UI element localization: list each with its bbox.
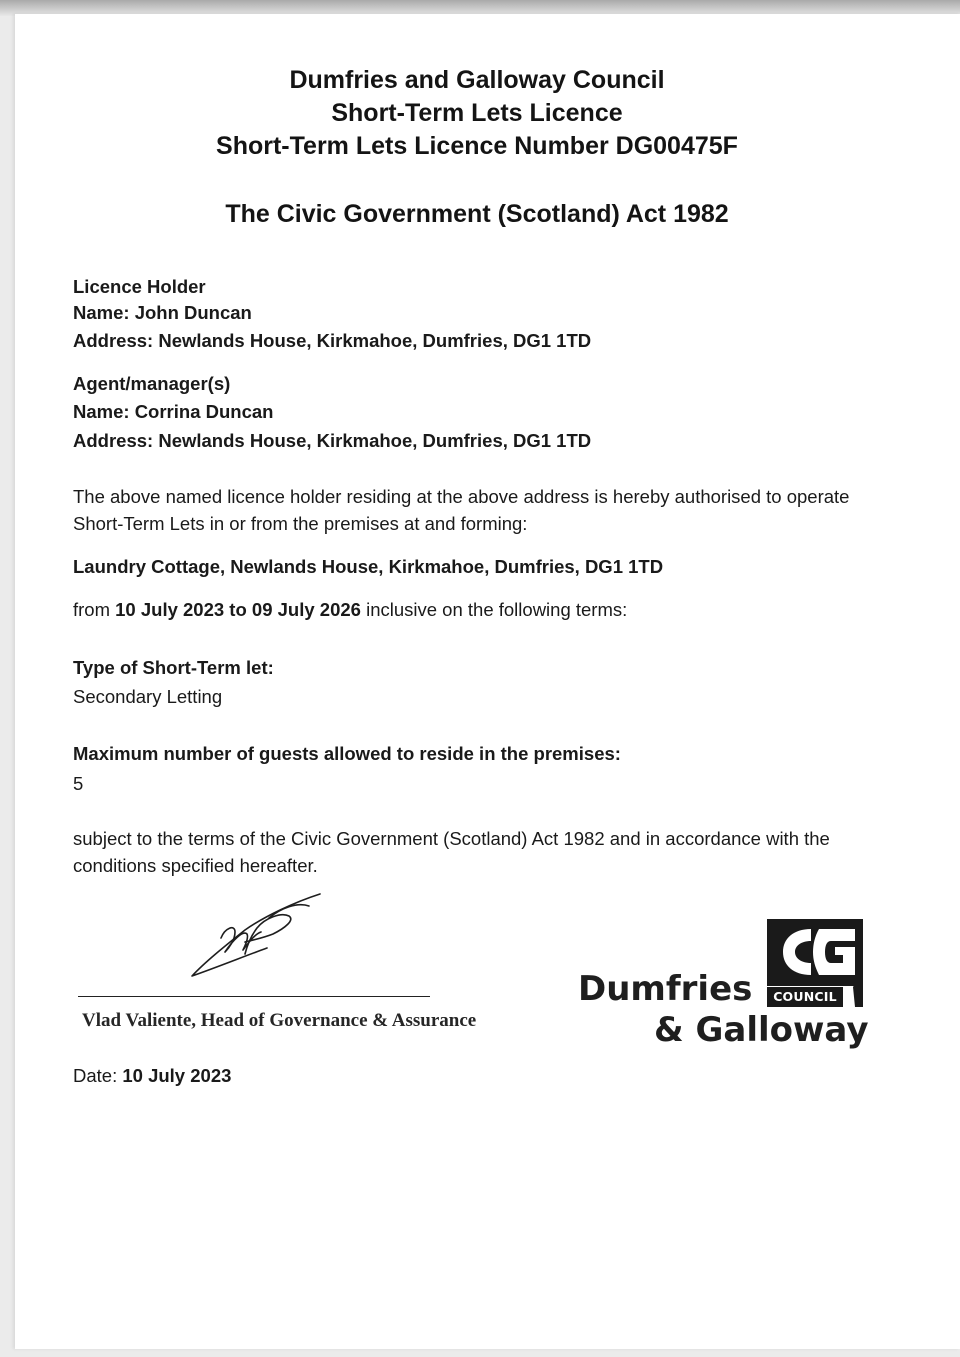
logo-word-dumfries: Dumfries [578,969,753,1009]
act-title: The Civic Government (Scotland) Act 1982 [225,200,729,228]
max-guests-label: Maximum number of guests allowed to reside in the premises: [73,743,621,764]
council-label: COUNCIL [773,989,837,1004]
licence-period [73,598,627,622]
authorisation-line2: Short-Term Lets in or from the premises at and forming: [73,513,528,534]
date-value: 10 July 2023 [122,1065,232,1086]
period-suffix: inclusive on the following terms: [360,599,628,620]
logo-word-galloway: & Galloway [654,1010,869,1050]
licence-title: Short-Term Lets Licence [331,99,623,127]
max-guests-value: 5 [73,773,84,794]
agent-heading: Agent/manager(s) [73,373,231,394]
holder-address: Address: Newlands House, Kirkmahoe, Dumfries, DG1 1TD [73,330,592,351]
let-type-value: Secondary Letting [73,686,223,707]
subject-line2: conditions specified hereafter. [73,855,318,876]
premises-address: Laundry Cottage, Newlands House, Kirkmahoe, Dumfries, DG1 1TD [73,556,664,577]
signature-line [78,996,430,997]
licence-number: Short-Term Lets Licence Number DG00475F [216,132,738,160]
issue-date [73,1064,231,1088]
period-prefix: from [73,599,116,620]
handwritten-signature [185,888,330,988]
holder-heading: Licence Holder [73,276,206,297]
agent-name: Name: Corrina Duncan [73,401,274,422]
date-label: Date: [73,1065,123,1086]
period-dates: 10 July 2023 to 09 July 2026 [115,599,361,620]
signatory-name: Vlad Valiente, Head of Governance & Assurance [82,1010,477,1031]
council-title: Dumfries and Galloway Council [289,66,665,94]
let-type-label: Type of Short-Term let: [73,657,274,678]
subject-line1: subject to the terms of the Civic Government (Scotland) Act 1982 and in accordance with the [73,828,830,849]
council-badge [767,987,843,1007]
agent-address: Address: Newlands House, Kirkmahoe, Dumfries, DG1 1TD [73,430,592,451]
authorisation-line1: The above named licence holder residing at the above address is hereby authorised to operate [73,486,850,507]
holder-name: Name: John Duncan [73,302,252,323]
